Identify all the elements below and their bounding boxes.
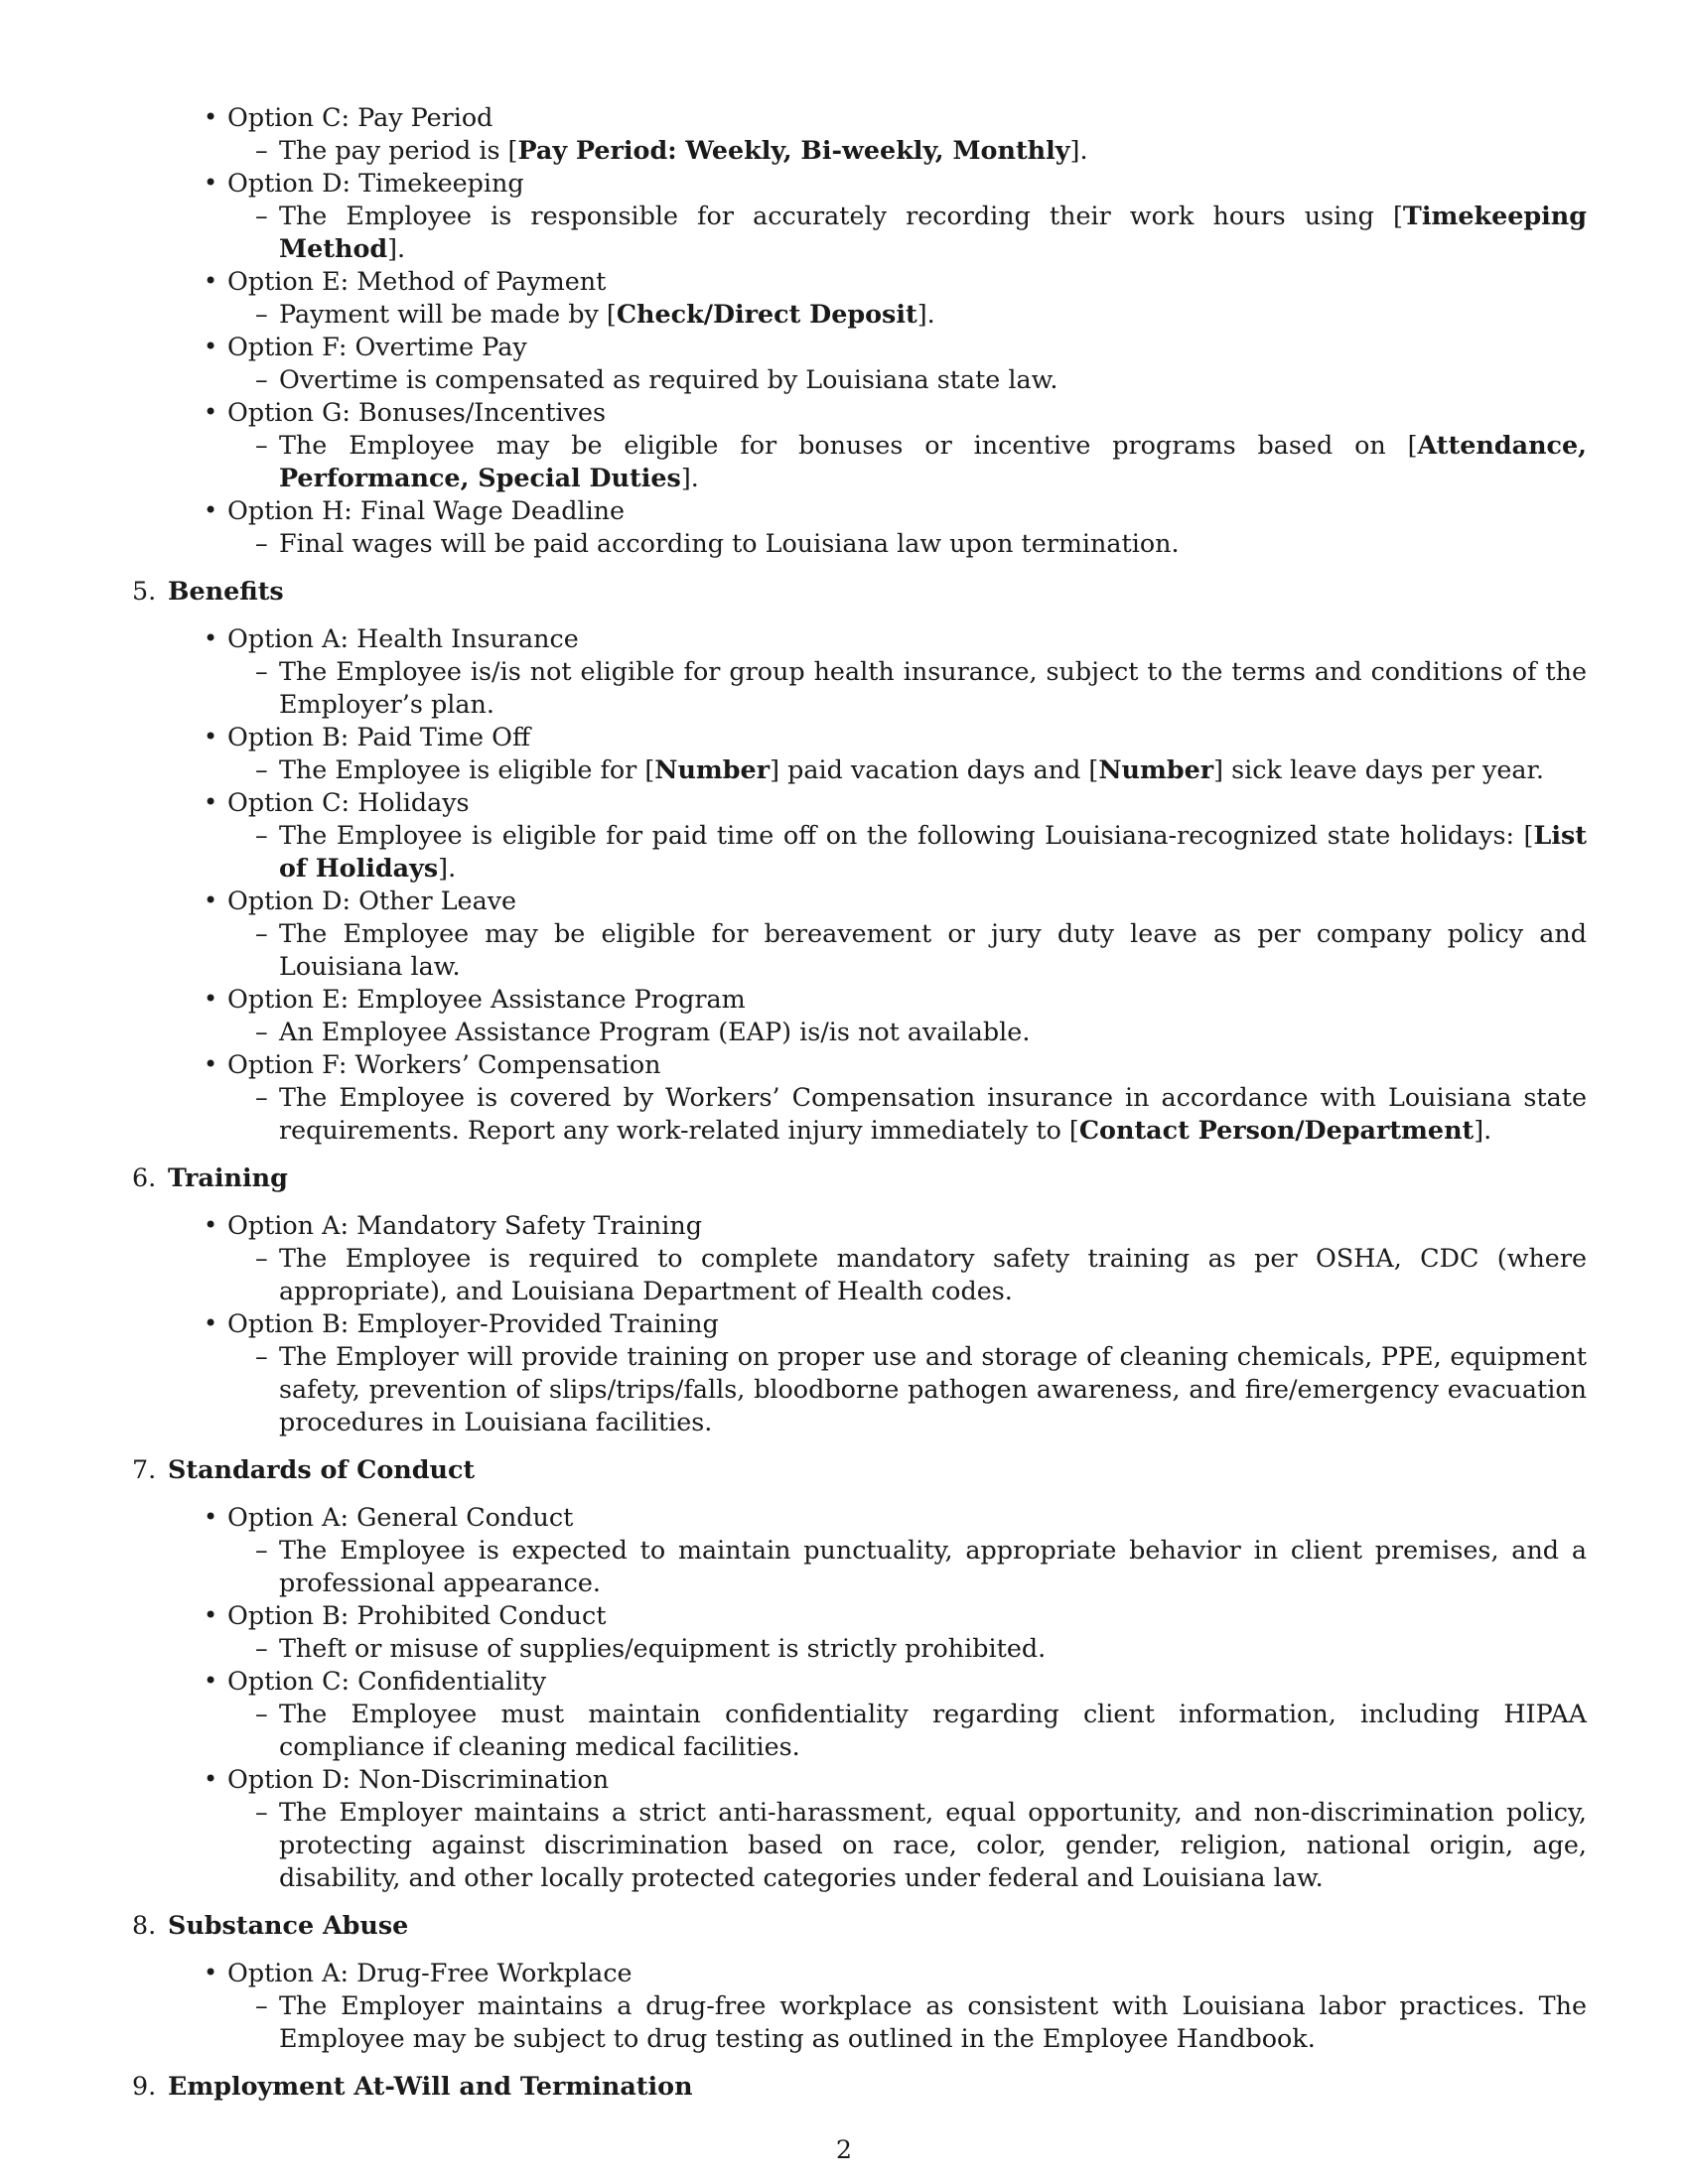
section-heading-employment-at-will: 9. Employment At-Will and Termination	[132, 2071, 693, 2101]
pay-options-list	[0, 101, 1688, 560]
option-item: • Option B: Employer-Provided Training	[0, 1307, 1688, 1340]
option-item: • Option C: Holidays	[0, 786, 1688, 819]
option-item	[0, 331, 1688, 363]
option-item: • Option F: Workers’ Compensation	[0, 1048, 1688, 1081]
option-detail: – Theft or misuse of supplies/equipment is strictly prohibited.	[255, 1633, 1047, 1663]
option-detail: – Overtime is compensated as required by Louisiana state law.	[255, 364, 1058, 394]
section-heading-substance-abuse: 8. Substance Abuse	[132, 1910, 409, 1940]
option-item	[0, 396, 1688, 429]
option-item	[0, 101, 1688, 134]
option-detail: – Payment will be made by [Check/Direct Deposit].	[255, 299, 935, 329]
option-detail: – The pay period is [Pay Period: Weekly, Bi-weekly, Monthly].	[255, 135, 1088, 165]
option-detail: – The Employer will provide training on proper use and storage of cleaning chemicals, PPE, equipment safety, prevention of slips/trips/falls, bloodborne pathogen awareness, and fire/emergency evacuation procedures in Louisiana facilities.	[255, 1341, 1587, 1436]
option-detail: – An Employee Assistance Program (EAP) is/is not available.	[255, 1017, 1031, 1046]
option-detail: – Final wages will be paid according to Louisiana law upon termination.	[255, 528, 1180, 558]
option-item: • Option B: Paid Time Off	[0, 721, 1688, 753]
option-label: Option H: Final Wage Deadline	[227, 495, 626, 525]
document-body	[0, 101, 1688, 2117]
option-label: Option C: Pay Period	[227, 102, 493, 132]
option-item: • Option B: Prohibited Conduct	[0, 1599, 1688, 1632]
option-label: Option F: Overtime Pay	[227, 332, 527, 361]
option-label: Option D: Timekeeping	[227, 168, 524, 198]
option-item: • Option A: Drug-Free Workplace	[0, 1957, 1688, 1989]
option-label: Option G: Bonuses/Incentives	[227, 397, 607, 427]
page-number: 2	[835, 2134, 853, 2164]
option-label: Option E: Method of Payment	[227, 266, 607, 296]
option-detail: – The Employer maintains a strict anti-harassment, equal opportunity, and non-discrimination policy, protecting against discrimination based on race, color, gender, religion, national origin, age, disability, and other locally protected categories under federal and Louisiana law.	[255, 1797, 1587, 1892]
section-heading-training: 6. Training	[132, 1162, 288, 1192]
option-item	[0, 167, 1688, 200]
option-detail: – The Employee is covered by Workers’ Compensation insurance in accordance with Louisiana state requirements. Report any work-related injury immediately to [Contact Person/Department].	[255, 1082, 1587, 1145]
option-item: • Option A: Health Insurance	[0, 622, 1688, 655]
section-heading-benefits: 5. Benefits	[132, 576, 284, 606]
option-detail: – The Employee is/is not eligible for group health insurance, subject to the terms and conditions of the Employer’s plan.	[255, 656, 1587, 719]
option-detail: – The Employee must maintain confidentiality regarding client information, including HIPAA compliance if cleaning medical facilities.	[255, 1699, 1587, 1761]
option-item: • Option D: Other Leave	[0, 885, 1688, 917]
option-item: • Option E: Employee Assistance Program	[0, 983, 1688, 1016]
option-detail: – The Employee may be eligible for bonuses or incentive programs based on [Attendance, Performance, Special Duties].	[255, 430, 1587, 492]
option-detail: – The Employee may be eligible for bereavement or jury duty leave as per company policy and Louisiana law.	[255, 918, 1587, 981]
option-detail: – The Employee is eligible for paid time off on the following Louisiana-recognized state holidays: [List of Holidays].	[255, 820, 1587, 883]
option-item: • Option C: Confidentiality	[0, 1665, 1688, 1698]
option-item: • Option D: Non-Discrimination	[0, 1763, 1688, 1796]
option-detail: – The Employee is required to complete mandatory safety training as per OSHA, CDC (where appropriate), and Louisiana Department of Health codes.	[255, 1243, 1587, 1305]
option-detail: – The Employee is expected to maintain punctuality, appropriate behavior in client premises, and a professional appearance.	[255, 1535, 1587, 1597]
option-item: • Option A: General Conduct	[0, 1501, 1688, 1534]
option-item: • Option A: Mandatory Safety Training	[0, 1209, 1688, 1242]
option-item	[0, 265, 1688, 298]
option-detail: – The Employee is responsible for accurately recording their work hours using [Timekeeping Method].	[255, 201, 1587, 263]
option-item	[0, 494, 1688, 527]
section-heading-standards-of-conduct: 7. Standards of Conduct	[132, 1454, 476, 1484]
option-detail: – The Employee is eligible for [Number] paid vacation days and [Number] sick leave days per year.	[255, 754, 1544, 784]
option-detail: – The Employer maintains a drug-free workplace as consistent with Louisiana labor practices. The Employee may be subject to drug testing as outlined in the Employee Handbook.	[255, 1990, 1587, 2053]
